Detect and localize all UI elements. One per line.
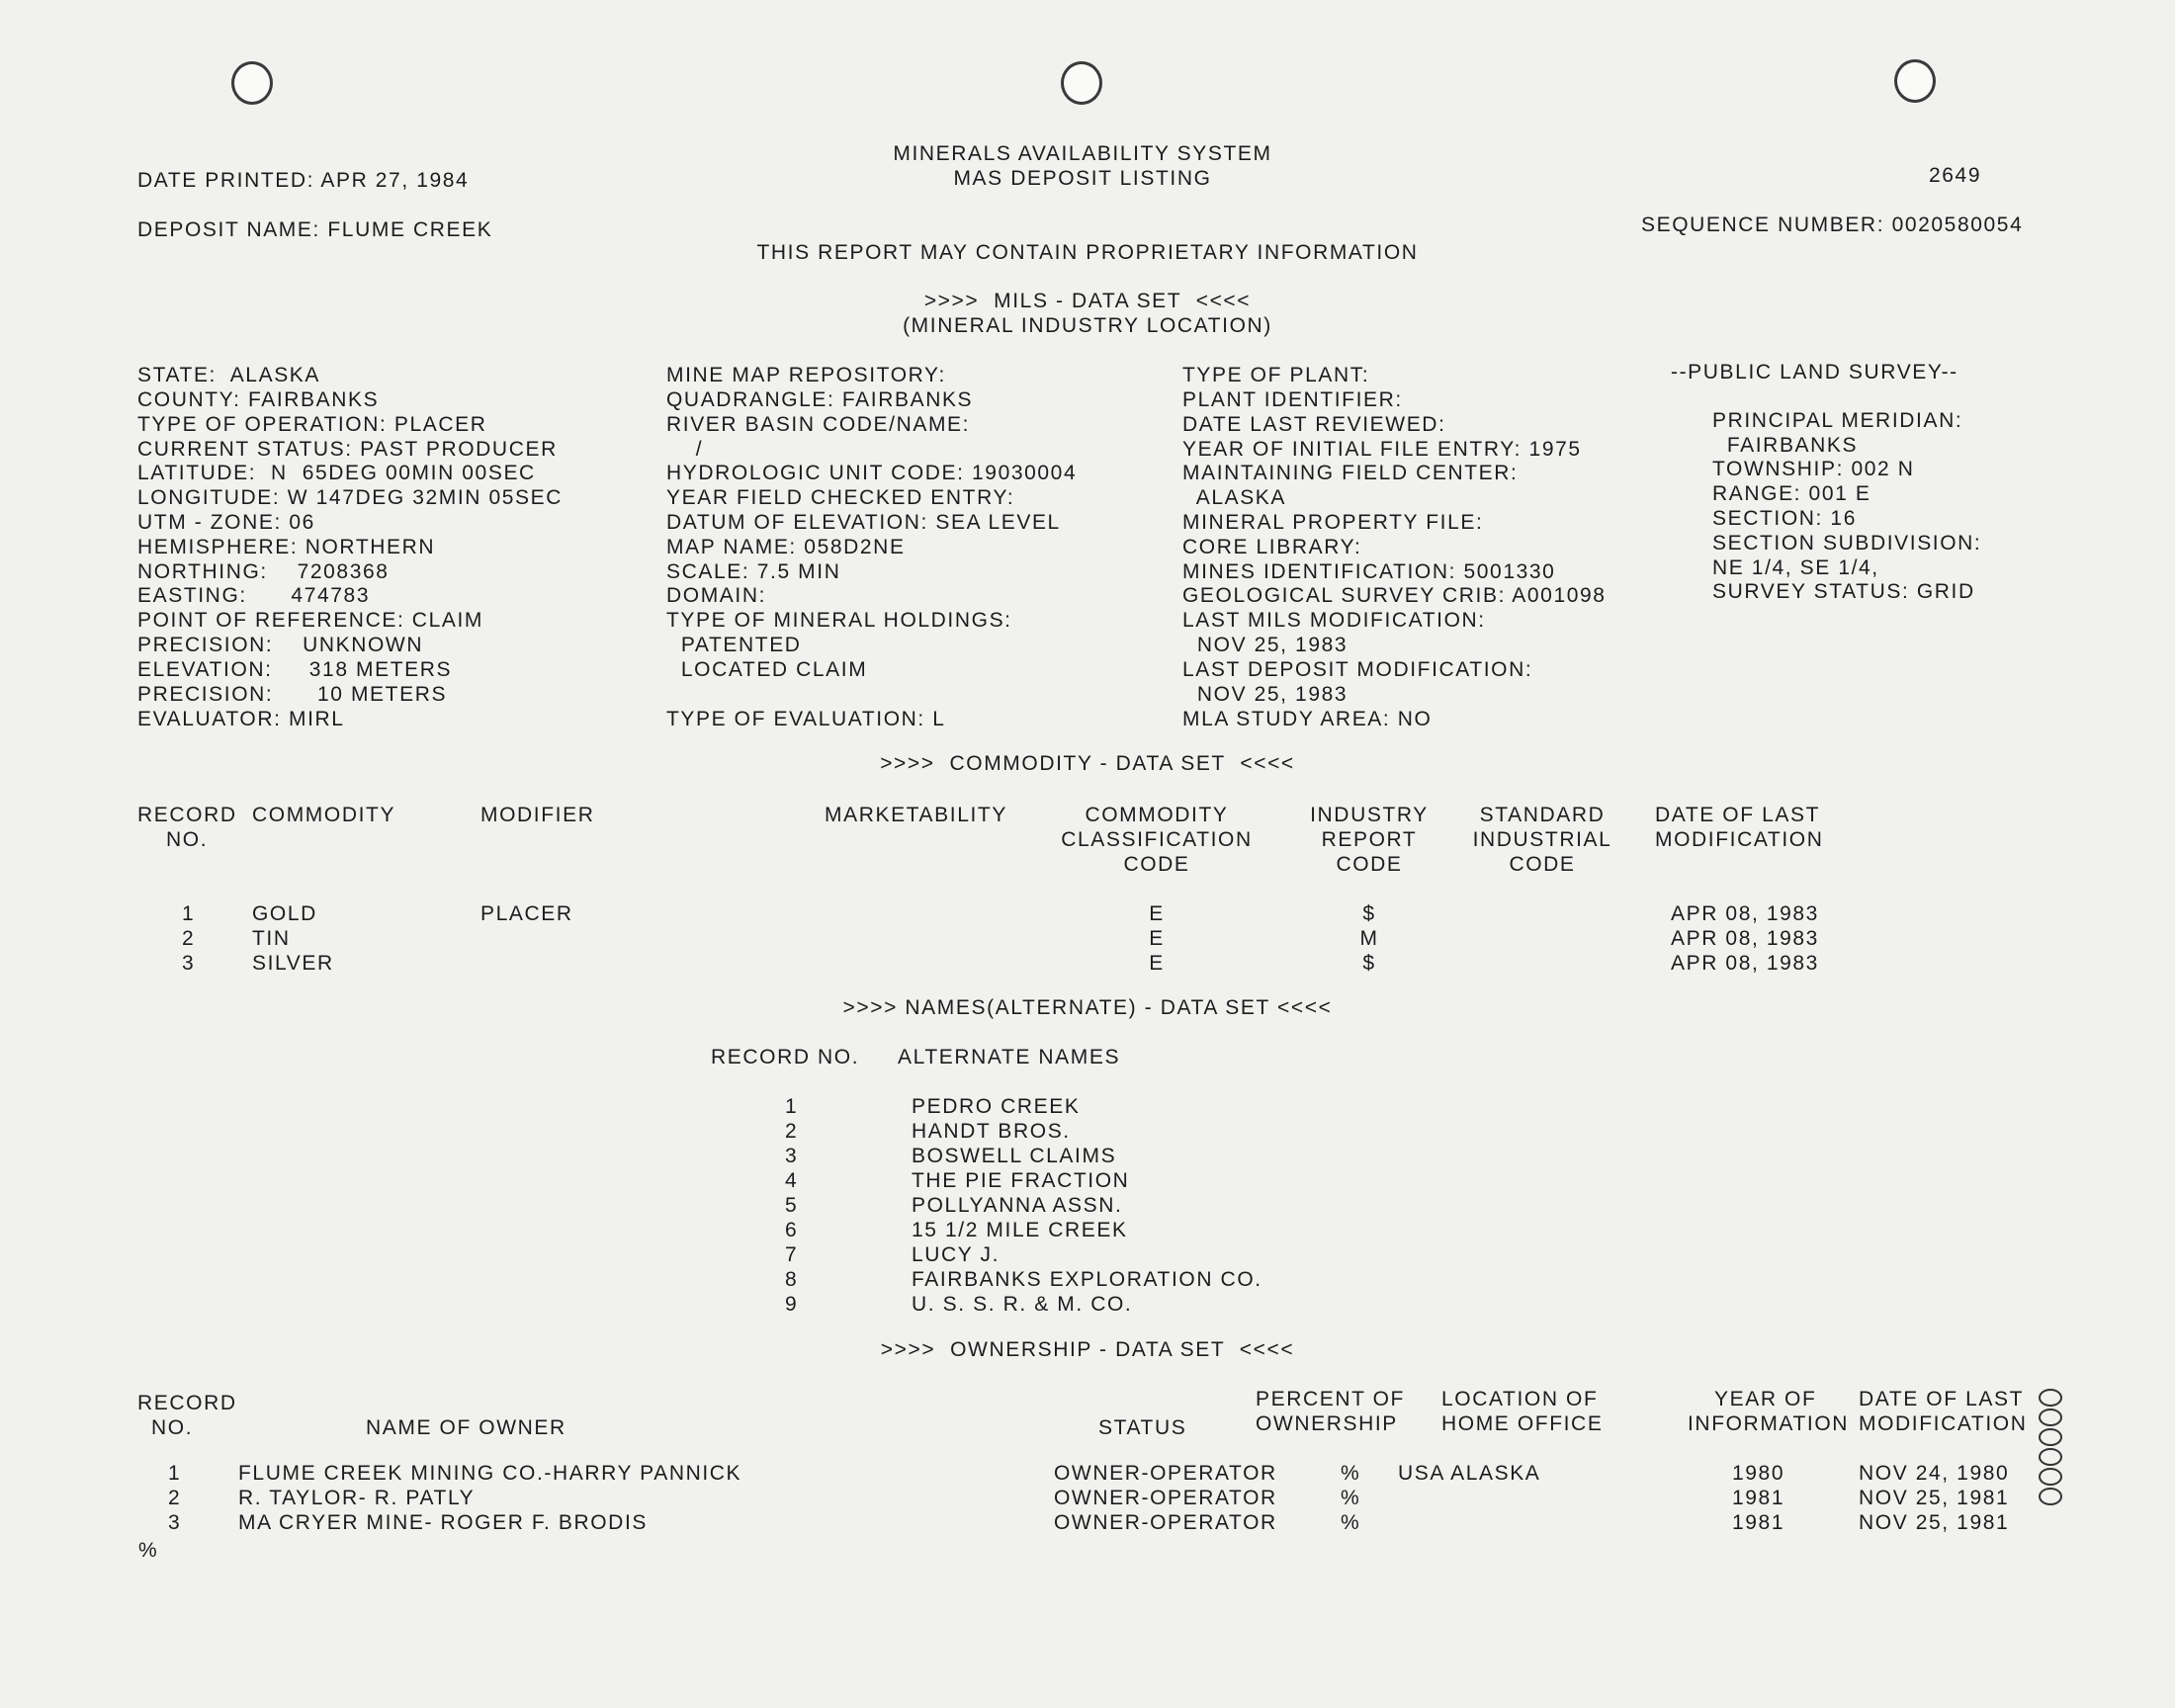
field-utm-zone: UTM - ZONE: 06 [137,511,315,534]
col-home-office: HOME OFFICE [1441,1412,1604,1435]
field-datum-of-elevation: DATUM OF ELEVATION: SEA LEVEL [666,511,1061,534]
col-information: INFORMATION [1688,1412,1850,1435]
field-section-subdivision-value: NE 1/4, SE 1/4, [1712,556,1879,579]
col-date-of-last: DATE OF LAST [1859,1388,2024,1410]
record-number: 6 [785,1219,799,1241]
col-location-of: LOCATION OF [1441,1388,1599,1410]
field-maintaining-field-center: MAINTAINING FIELD CENTER: [1182,462,1519,484]
col-date-of-last-1: DATE OF LAST [1655,804,1820,826]
field-point-of-reference: POINT OF REFERENCE: CLAIM [137,609,483,632]
col-year-of: YEAR OF [1714,1388,1817,1410]
col-record-no: RECORD [137,804,237,826]
page-number: 2649 [1929,164,1982,187]
year-of-information: 1981 [1732,1487,1785,1509]
field-type-of-operation: TYPE OF OPERATION: PLACER [137,413,487,436]
date-of-last-modification: NOV 25, 1981 [1859,1511,2010,1534]
sequence-number: SEQUENCE NUMBER: 0020580054 [1641,214,2024,236]
field-easting: EASTING: 474783 [137,584,371,607]
field-river-basin: RIVER BASIN CODE/NAME: [666,413,971,436]
field-mla-study-area: MLA STUDY AREA: NO [1182,708,1433,730]
field-river-basin-value: / [666,438,704,461]
col-industry-report-2: REPORT [1321,828,1418,851]
owner-name: MA CRYER MINE- ROGER F. BRODIS [238,1511,648,1534]
field-section-subdivision: SECTION SUBDIVISION: [1712,532,1982,555]
industry-report-code: $ [1362,952,1376,975]
industry-report-code: M [1359,927,1379,950]
report-subtitle: MAS DEPOSIT LISTING [953,167,1212,190]
punch-hole-center-icon [1061,61,1102,105]
record-number: 2 [785,1120,799,1143]
record-number: 9 [785,1293,799,1316]
field-holding-patented: PATENTED [666,634,802,656]
public-land-survey-heading: --PUBLIC LAND SURVEY-- [1671,361,1958,384]
col-commodity-classification-1: COMMODITY [1085,804,1229,826]
field-elevation: ELEVATION: 318 METERS [137,658,453,681]
col-date-of-last-2: MODIFICATION [1655,828,1824,851]
field-year-initial-entry: YEAR OF INITIAL FILE ENTRY: 1975 [1182,438,1582,461]
field-maintaining-field-center-value: ALASKA [1182,486,1287,509]
owner-name: R. TAYLOR- R. PATLY [238,1487,476,1509]
field-holding-located-claim: LOCATED CLAIM [666,658,868,681]
alternate-name: THE PIE FRACTION [912,1169,1130,1192]
record-number: 3 [168,1511,182,1534]
field-latitude: LATITUDE: N 65DEG 00MIN 00SEC [137,462,536,484]
field-mines-identification: MINES IDENTIFICATION: 5001330 [1182,560,1556,583]
field-longitude: LONGITUDE: W 147DEG 32MIN 05SEC [137,486,564,509]
last-modified: APR 08, 1983 [1671,902,1819,925]
field-range: RANGE: 001 E [1712,482,1871,505]
field-last-mils-modification-value: NOV 25, 1983 [1182,634,1348,656]
alternate-name: BOSWELL CLAIMS [912,1145,1117,1167]
field-core-library: CORE LIBRARY: [1182,536,1362,558]
date-printed: DATE PRINTED: APR 27, 1984 [137,169,470,192]
col-record: RECORD [137,1392,237,1414]
alternate-name: HANDT BROS. [912,1120,1071,1143]
ownership-heading: >>>> OWNERSHIP - DATA SET <<<< [880,1338,1295,1361]
col-name-of-owner: NAME OF OWNER [366,1416,566,1439]
record-number: 8 [785,1268,799,1291]
year-of-information: 1980 [1732,1462,1785,1485]
field-domain: DOMAIN: [666,584,767,607]
field-hemisphere: HEMISPHERE: NORTHERN [137,536,436,558]
field-evaluator: EVALUATOR: MIRL [137,708,345,730]
field-mineral-property-file: MINERAL PROPERTY FILE: [1182,511,1484,534]
owner-status: OWNER-OPERATOR [1054,1487,1277,1509]
col-record-no-2: NO. [166,828,209,851]
punch-hole-left-icon [231,61,273,105]
edge-sprocket-marks-icon [2039,1389,2066,1567]
field-scale: SCALE: 7.5 MIN [666,560,841,583]
field-principal-meridian-value: FAIRBANKS [1712,434,1859,457]
names-col-alternate-names: ALTERNATE NAMES [898,1046,1121,1068]
record-number: 5 [785,1194,799,1217]
field-elevation-precision: PRECISION: 10 METERS [137,683,448,706]
modifier: PLACER [480,902,573,925]
ownership-percent: % [1341,1487,1361,1509]
col-modifier: MODIFIER [480,804,595,826]
ownership-percent: % [1341,1511,1361,1534]
col-standard-industrial-3: CODE [1509,853,1576,876]
field-last-deposit-modification-value: NOV 25, 1983 [1182,683,1348,706]
home-office: USA ALASKA [1398,1462,1541,1485]
field-type-of-mineral-holdings: TYPE OF MINERAL HOLDINGS: [666,609,1012,632]
col-percent-of: PERCENT OF [1256,1388,1405,1410]
col-commodity: COMMODITY [252,804,396,826]
trailing-percent-mark: % [138,1539,159,1562]
record-number: 3 [182,952,196,975]
record-number: 7 [785,1243,799,1266]
owner-name: FLUME CREEK MINING CO.-HARRY PANNICK [238,1462,742,1485]
field-current-status: CURRENT STATUS: PAST PRODUCER [137,438,558,461]
field-principal-meridian: PRINCIPAL MERIDIAN: [1712,409,1963,432]
last-modified: APR 08, 1983 [1671,952,1819,975]
report-title: MINERALS AVAILABILITY SYSTEM [893,142,1272,165]
field-state: STATE: ALASKA [137,364,321,386]
col-standard-industrial-2: INDUSTRIAL [1472,828,1612,851]
commodity-name: GOLD [252,902,317,925]
field-last-mils-modification: LAST MILS MODIFICATION: [1182,609,1486,632]
record-number: 1 [168,1462,182,1485]
commodity-heading: >>>> COMMODITY - DATA SET <<<< [880,752,1295,775]
field-last-deposit-modification: LAST DEPOSIT MODIFICATION: [1182,658,1533,681]
classification-code: E [1149,902,1165,925]
names-heading: >>>> NAMES(ALTERNATE) - DATA SET <<<< [842,996,1333,1019]
alternate-name: PEDRO CREEK [912,1095,1081,1118]
mils-subheading: (MINERAL INDUSTRY LOCATION) [903,314,1272,337]
names-col-record-no: RECORD NO. [711,1046,860,1068]
field-quadrangle: QUADRANGLE: FAIRBANKS [666,388,974,411]
field-map-name: MAP NAME: 058D2NE [666,536,906,558]
owner-status: OWNER-OPERATOR [1054,1511,1277,1534]
field-hydrologic-unit-code: HYDROLOGIC UNIT CODE: 19030004 [666,462,1078,484]
col-standard-industrial-1: STANDARD [1479,804,1606,826]
col-modification: MODIFICATION [1859,1412,2028,1435]
field-plant-identifier: PLANT IDENTIFIER: [1182,388,1403,411]
field-geological-survey-crib: GEOLOGICAL SURVEY CRIB: A001098 [1182,584,1607,607]
owner-status: OWNER-OPERATOR [1054,1462,1277,1485]
col-status: STATUS [1098,1416,1187,1439]
alternate-name: FAIRBANKS EXPLORATION CO. [912,1268,1262,1291]
date-of-last-modification: NOV 25, 1981 [1859,1487,2010,1509]
field-precision: PRECISION: UNKNOWN [137,634,424,656]
field-county: COUNTY: FAIRBANKS [137,388,380,411]
field-type-of-evaluation: TYPE OF EVALUATION: L [666,708,946,730]
record-number: 1 [182,902,196,925]
alternate-name: POLLYANNA ASSN. [912,1194,1123,1217]
record-number: 1 [785,1095,799,1118]
col-marketability: MARKETABILITY [825,804,1007,826]
alternate-name: 15 1/2 MILE CREEK [912,1219,1128,1241]
record-number: 2 [168,1487,182,1509]
field-northing: NORTHING: 7208368 [137,560,390,583]
deposit-name: DEPOSIT NAME: FLUME CREEK [137,218,493,241]
commodity-name: TIN [252,927,291,950]
record-number: 3 [785,1145,799,1167]
col-industry-report-3: CODE [1336,853,1403,876]
record-number: 4 [785,1169,799,1192]
year-of-information: 1981 [1732,1511,1785,1534]
record-number: 2 [182,927,196,950]
date-of-last-modification: NOV 24, 1980 [1859,1462,2010,1485]
field-section: SECTION: 16 [1712,507,1857,530]
alternate-name: LUCY J. [912,1243,1000,1266]
col-industry-report-1: INDUSTRY [1310,804,1429,826]
field-type-of-plant: TYPE OF PLANT: [1182,364,1370,386]
field-township: TOWNSHIP: 002 N [1712,458,1915,480]
classification-code: E [1149,927,1165,950]
col-record-no: NO. [151,1416,194,1439]
classification-code: E [1149,952,1165,975]
field-year-field-checked: YEAR FIELD CHECKED ENTRY: [666,486,1015,509]
ownership-percent: % [1341,1462,1361,1485]
col-ownership: OWNERSHIP [1256,1412,1398,1435]
field-mine-map-repository: MINE MAP REPOSITORY: [666,364,946,386]
last-modified: APR 08, 1983 [1671,927,1819,950]
alternate-name: U. S. S. R. & M. CO. [912,1293,1133,1316]
field-date-last-reviewed: DATE LAST REVIEWED: [1182,413,1446,436]
col-commodity-classification-3: CODE [1123,853,1190,876]
punch-hole-right-icon [1894,59,1936,103]
industry-report-code: $ [1362,902,1376,925]
col-commodity-classification-2: CLASSIFICATION [1061,828,1253,851]
commodity-name: SILVER [252,952,334,975]
proprietary-notice: THIS REPORT MAY CONTAIN PROPRIETARY INFORMATION [756,241,1419,264]
mils-heading: >>>> MILS - DATA SET <<<< [923,290,1252,312]
field-survey-status: SURVEY STATUS: GRID [1712,580,1975,603]
